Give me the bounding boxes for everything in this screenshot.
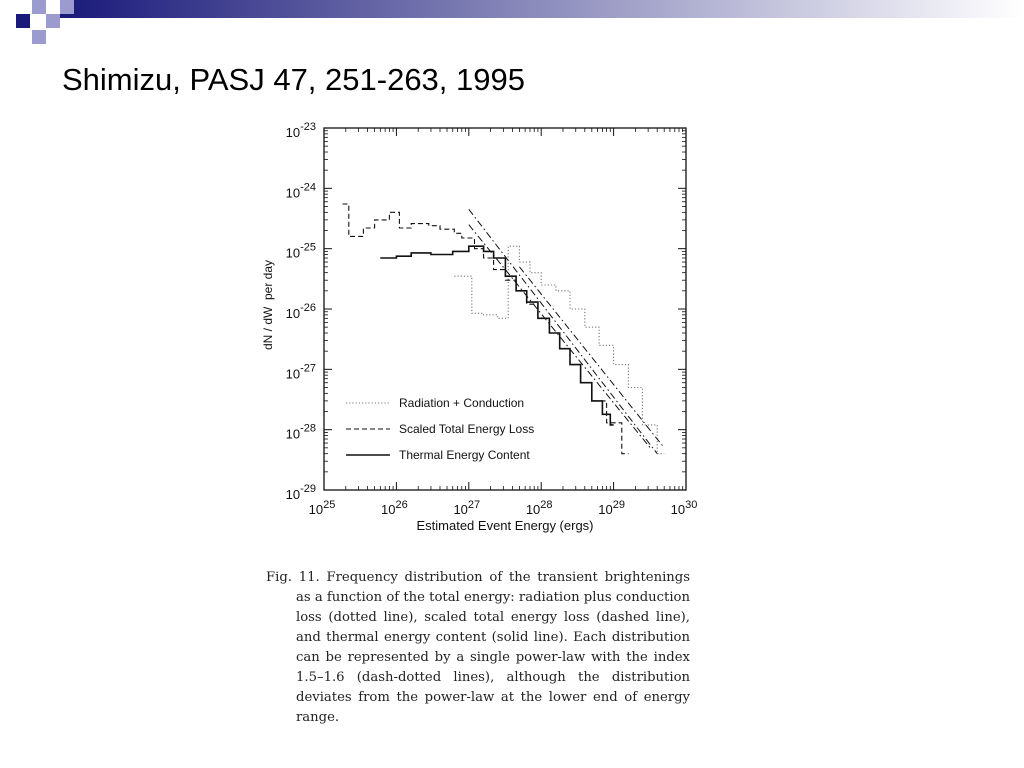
header-decoration (0, 0, 1024, 50)
figure-caption (266, 568, 690, 728)
caption-text: Fig. 11. Frequency distribution of the transient brightenings as a function of the total energy: radiation plus conduction loss (dotted line), scaled total energy loss (dashed line), and thermal energy content (solid line). Each distribution can be represented by a single power-law with the index 1.5–1.6 (dash-dotted lines), although the distribution deviates from the power-law at the lower end of energy range. (266, 570, 690, 725)
legend-label: Radiation + Conduction (399, 396, 525, 410)
x-tick-label: $10^{30}$ (670, 499, 698, 517)
series-dashdot-5 (519, 267, 664, 448)
y-tick-label: $10^{-29}$ (285, 483, 316, 502)
x-tick-label: $10^{28}$ (525, 499, 553, 517)
frequency-distribution-chart (254, 110, 714, 555)
legend-label: Thermal Energy Content (399, 448, 530, 462)
x-tick-label: $10^{25}$ (308, 499, 336, 517)
header-square (32, 30, 46, 44)
y-axis-label: dN / dW per day (261, 259, 275, 351)
x-tick-label: $10^{26}$ (381, 499, 408, 517)
y-tick-label: $10^{-27}$ (285, 362, 316, 382)
header-square (32, 0, 46, 14)
slide-title: Shimizu, PASJ 47, 251-263, 1995 (62, 62, 525, 97)
header-square (46, 14, 60, 28)
series-dashdot-3 (469, 209, 657, 453)
x-tick-label: $10^{29}$ (598, 499, 625, 517)
header-square (16, 14, 30, 28)
y-tick-label: $10^{-25}$ (285, 241, 316, 261)
y-tick-label: $10^{-24}$ (285, 181, 316, 201)
series-dashed-1 (343, 204, 629, 454)
y-tick-label: $10^{-26}$ (285, 302, 316, 321)
x-tick-label: $10^{27}$ (453, 499, 481, 517)
legend-label: Scaled Total Energy Loss (399, 422, 535, 436)
x-axis-label: Estimated Event Energy (ergs) (416, 518, 594, 533)
header-square (60, 0, 74, 14)
y-tick-label: $10^{-23}$ (285, 121, 316, 140)
y-tick-label: $10^{-28}$ (285, 422, 316, 442)
header-gradient-bar (60, 0, 1024, 18)
